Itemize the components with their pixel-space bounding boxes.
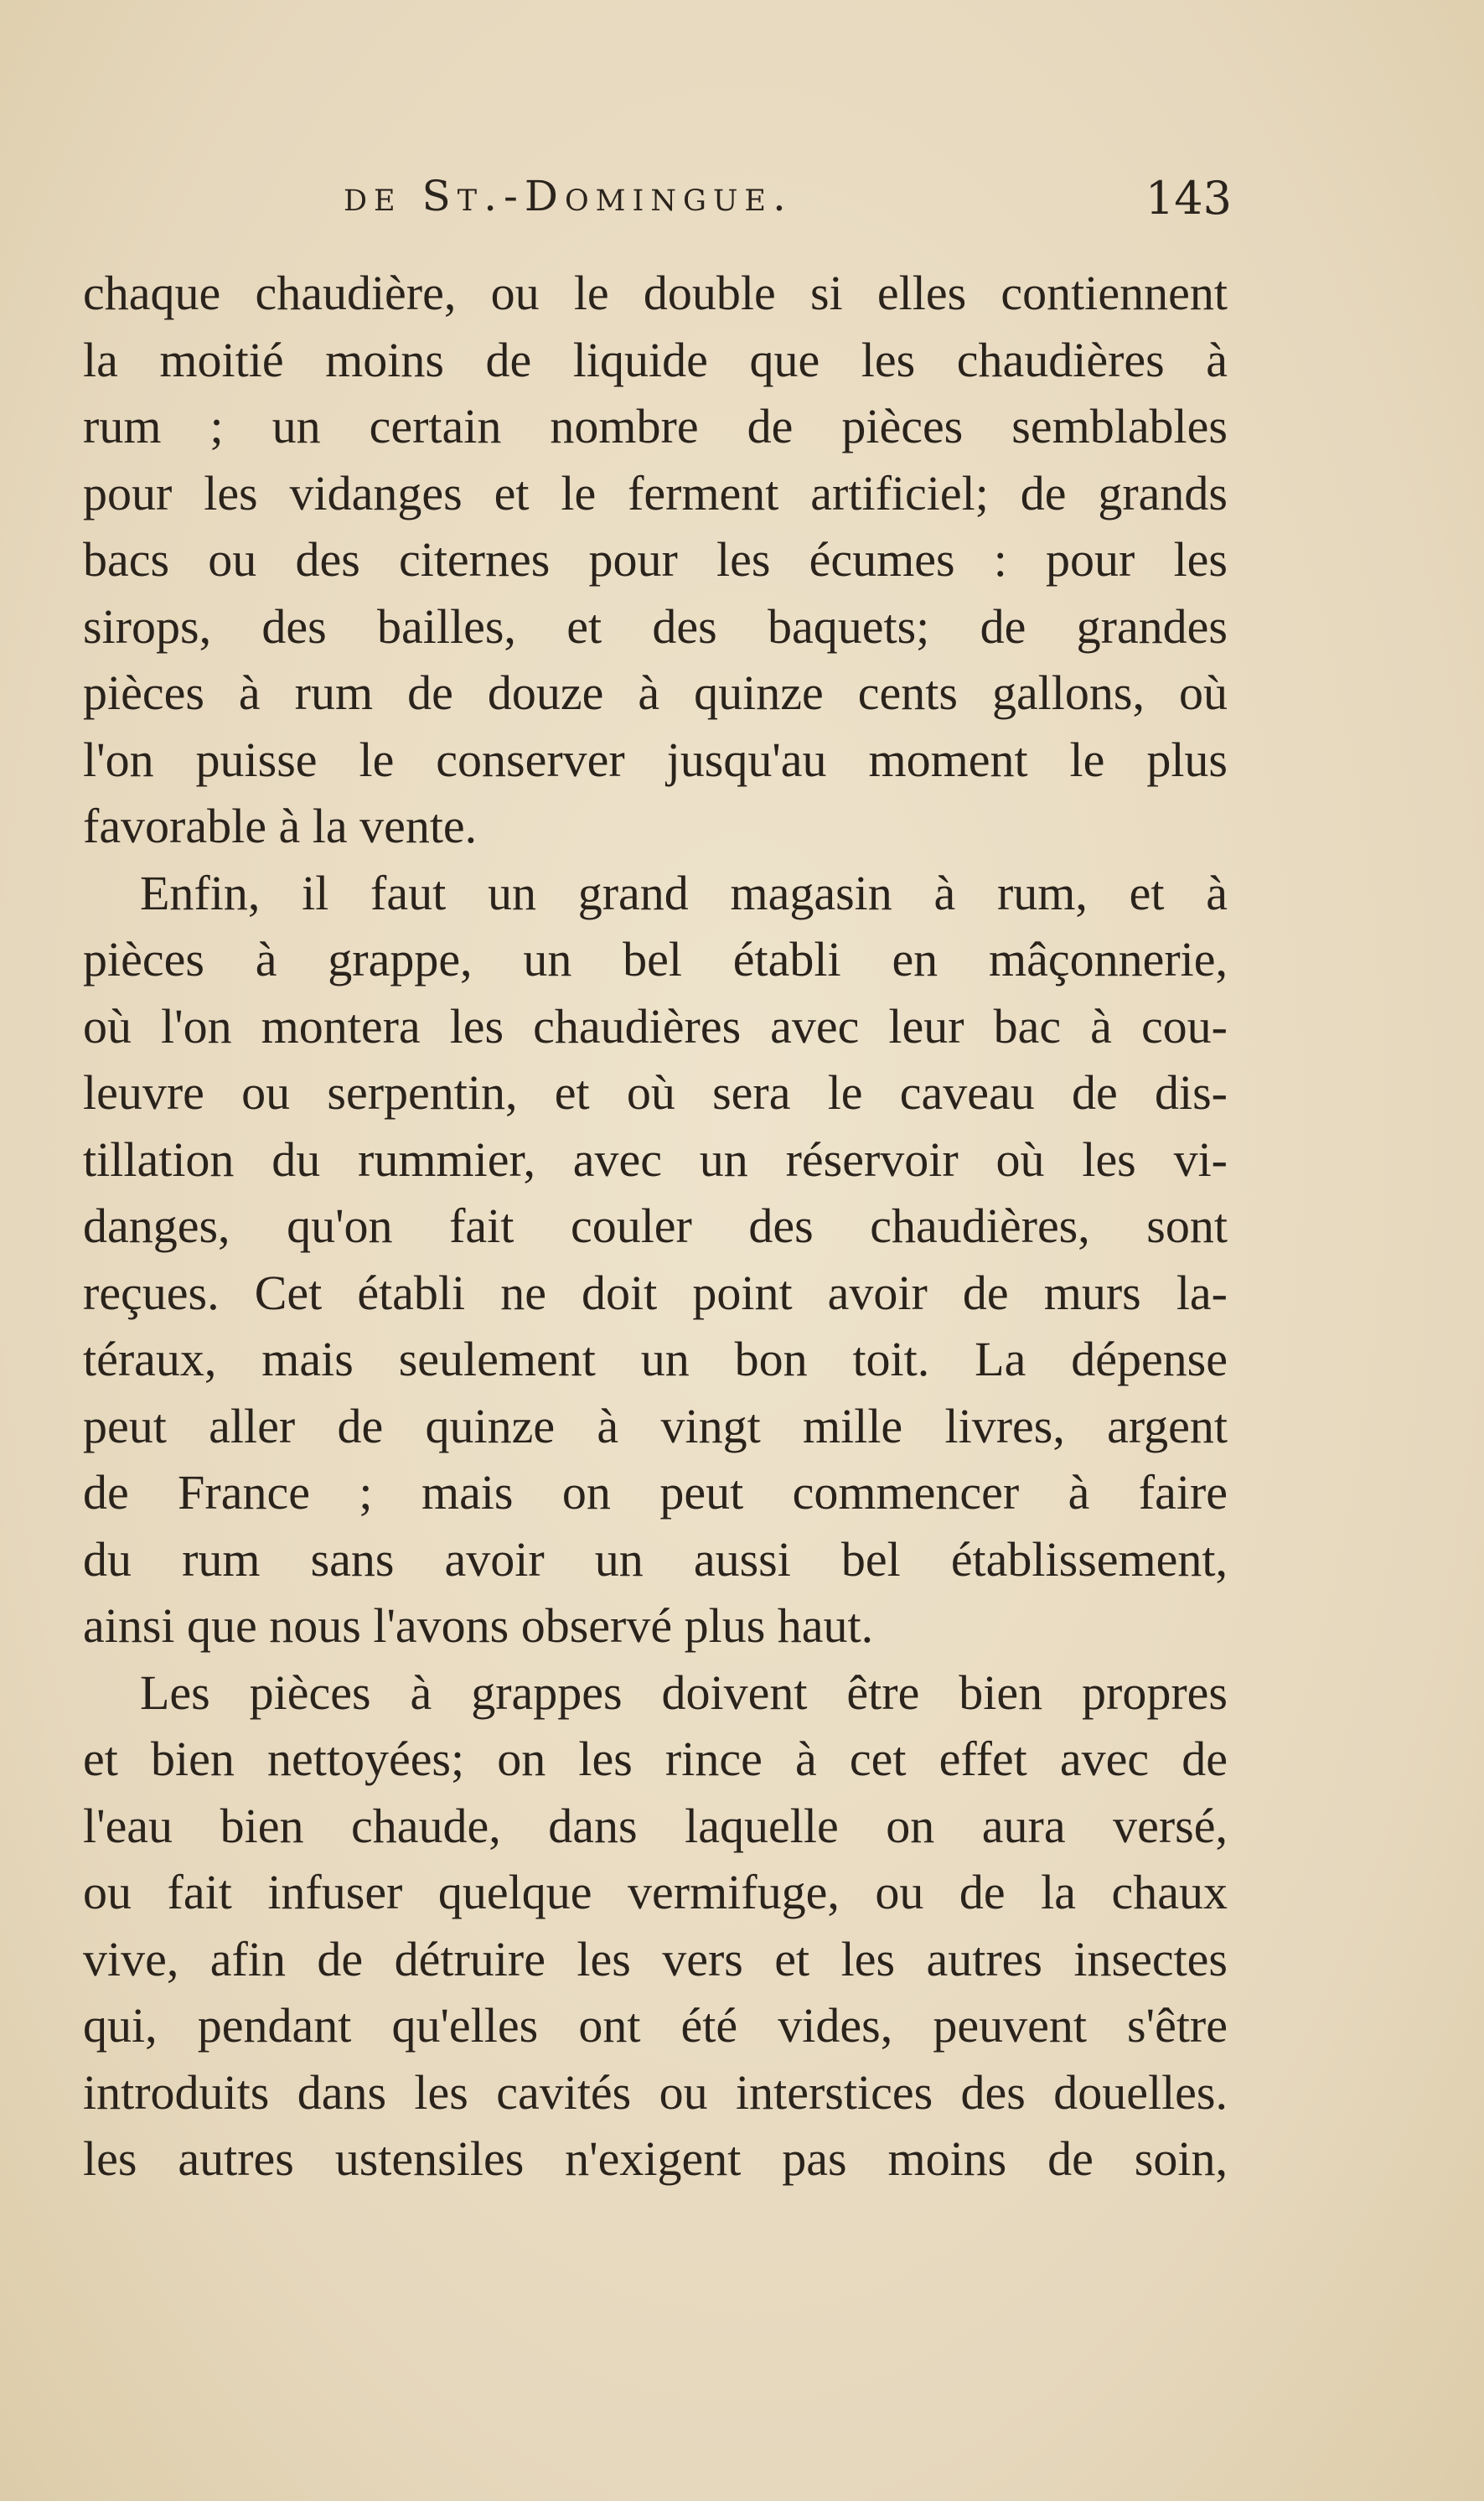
text-line: de France ; mais on peut commencer à faire	[83, 1465, 1228, 1520]
text-line: les autres ustensiles n'exigent pas moins de soin,	[83, 2131, 1228, 2186]
text-line: Enfin, il faut un grand magasin à rum, et à	[140, 865, 1228, 920]
text-line: introduits dans les cavités ou interstices des douelles.	[83, 2064, 1228, 2120]
text-line: ou fait infuser quelque vermifuge, ou de la chaux	[83, 1865, 1228, 1919]
text-line: et bien nettoyées; on les rince à cet effet avec de	[83, 1732, 1228, 1786]
page-number: 143	[1145, 172, 1232, 225]
text-line: reçues. Cet établi ne doit point avoir de murs la-	[83, 1265, 1228, 1320]
text-line: peut aller de quinze à vingt mille livres, argent	[83, 1398, 1228, 1453]
paragraph	[83, 860, 1228, 1660]
text-line: vive, afin de détruire les vers et les autres insectes	[83, 1931, 1228, 1986]
page-header	[344, 172, 1232, 230]
text-line: tillation du rummier, avec un réservoir où les vi-	[83, 1131, 1228, 1187]
text-line: téraux, mais seulement un bon toit. La dépense	[83, 1332, 1228, 1386]
running-title: de St.-Domingue.	[344, 172, 793, 220]
text-line: qui, pendant qu'elles ont été vides, peuvent s'être	[83, 1998, 1228, 2053]
text-line: l'eau bien chaude, dans laquelle on aura versé,	[83, 1798, 1228, 1853]
text-line: leuvre ou serpentin, et où sera le caveau de dis-	[83, 1065, 1228, 1120]
text-line: rum ; un certain nombre de pièces semblables	[83, 399, 1228, 453]
text-line: chaque chaudière, ou le double si elles contiennent	[83, 266, 1228, 320]
text-line: où l'on montera les chaudières avec leur bac à cou-	[83, 998, 1228, 1054]
text-line: danges, qu'on fait couler des chaudières, sont	[83, 1199, 1228, 1253]
text-line: l'on puisse le conserver jusqu'au moment le plus	[83, 732, 1228, 787]
text-line: ainsi que nous l'avons observé plus haut.	[83, 1598, 874, 1653]
text-line: pièces à grappe, un bel établi en mâçonnerie,	[83, 932, 1228, 986]
paragraph	[83, 1660, 1228, 2193]
page-body	[83, 260, 1228, 2193]
text-line: Les pièces à grappes doivent être bien propres	[140, 1665, 1228, 1720]
text-line: sirops, des bailles, et des baquets; de grandes	[83, 598, 1228, 654]
text-line: favorable à la vente.	[83, 799, 478, 853]
paragraph	[83, 260, 1228, 860]
text-line: bacs ou des citernes pour les écumes : pour les	[83, 532, 1228, 587]
text-line: pièces à rum de douze à quinze cents gallons, où	[83, 665, 1228, 720]
text-line: du rum sans avoir un aussi bel établissement,	[83, 1531, 1228, 1587]
text-line: la moitié moins de liquide que les chaudières à	[83, 332, 1228, 387]
text-line: pour les vidanges et le ferment artificiel; de grands	[83, 465, 1228, 520]
